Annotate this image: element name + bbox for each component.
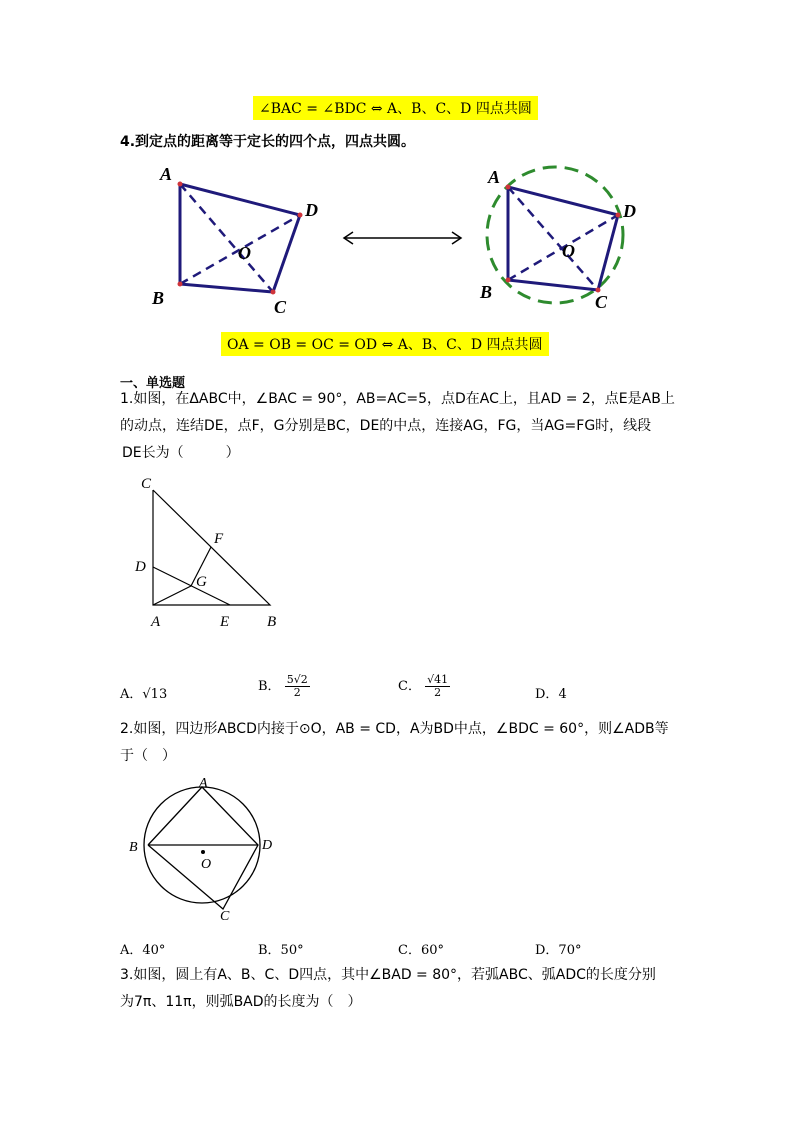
formula-text: OA = OB = OC = OD ⇔ A、B、C、D 四点共圆	[227, 337, 543, 353]
right-label-A: A	[488, 167, 501, 187]
fraction-denominator: 2	[434, 686, 442, 699]
q1-label-C: C	[141, 476, 152, 492]
left-label-B: B	[152, 288, 165, 308]
right-label-C: C	[595, 292, 608, 312]
option-letter: A．	[120, 687, 143, 702]
q1-option-a[interactable]	[120, 683, 167, 702]
option-fraction	[285, 674, 310, 699]
rule-4-heading: 4.到定点的距离等于定长的四个点，四点共圆。	[120, 134, 416, 150]
section-heading: 一、单选题	[120, 376, 186, 391]
left-label-O: O	[238, 243, 251, 263]
question-1	[120, 386, 690, 467]
q1-label-A: A	[151, 614, 161, 630]
question-2	[120, 716, 690, 770]
q2-label-O: O	[201, 857, 212, 872]
formula-text: ∠BAC = ∠BDC ⇔ A、B、C、D 四点共圆	[259, 101, 532, 117]
q1-option-d[interactable]	[535, 683, 567, 702]
formula-highlight-1	[253, 96, 538, 120]
option-letter: D．	[535, 687, 559, 702]
fraction-numerator: √41	[427, 673, 449, 686]
option-letter: C．	[398, 679, 421, 694]
q2-label-D: D	[262, 838, 273, 853]
left-label-A: A	[160, 164, 173, 184]
q1-label-F: F	[214, 531, 224, 547]
left-quadrilateral	[180, 184, 300, 292]
q2-label-B: B	[129, 840, 138, 855]
q2-option-c[interactable]: C．60°	[398, 943, 444, 958]
q1-line: DE长为（ ）	[122, 445, 240, 461]
left-label-C: C	[274, 297, 287, 317]
four-point-circle-figure	[140, 160, 660, 320]
q2-label-C: C	[220, 909, 230, 924]
right-label-D: D	[623, 201, 636, 221]
q1-line: 1.如图，在ΔABC中，∠BAC = 90°，AB=AC=5，点D在AC上，且AD = 2，点E是AB上	[120, 391, 675, 407]
fraction-numerator: 5√2	[286, 673, 308, 686]
q1-option-b[interactable]	[258, 674, 310, 699]
q1-triangle-figure	[125, 470, 295, 635]
equivalence-arrow	[344, 232, 461, 244]
q2-line: 于（ ）	[120, 748, 176, 764]
q1-option-c[interactable]	[398, 674, 450, 699]
option-value: 4	[558, 687, 567, 702]
q1-label-B: B	[267, 614, 277, 630]
option-letter: B．	[258, 679, 281, 694]
right-label-O: O	[562, 241, 575, 261]
fraction-denominator: 2	[293, 686, 301, 699]
q1-line: 的动点，连结DE，点F，G分别是BC，DE的中点，连接AG，FG，当AG=FG时，线段	[120, 418, 652, 434]
left-label-D: D	[305, 200, 318, 220]
q2-circle-figure	[125, 775, 285, 925]
question-3	[120, 962, 690, 1016]
q2-line: 2.如图，四边形ABCD内接于⊙O，AB = CD，A为BD中点，∠BDC = 60°，则∠ADB等	[120, 721, 669, 737]
q1-label-D: D	[135, 559, 146, 575]
q1-label-E: E	[220, 614, 230, 630]
option-value: √13	[142, 687, 168, 702]
q3-line: 3.如图，圆上有A、B、C、D四点，其中∠BAD = 80°，若弧ABC、弧ADC的长度分别	[120, 967, 656, 983]
q2-option-b[interactable]: B．50°	[258, 943, 304, 958]
q2-label-A: A	[199, 776, 208, 791]
q2-option-a[interactable]: A．40°	[120, 943, 166, 958]
q1-label-G: G	[196, 574, 207, 590]
q3-line: 为7π、11π，则弧BAD的长度为（ ）	[120, 994, 362, 1010]
q2-option-d[interactable]: D．70°	[535, 943, 582, 958]
right-label-B: B	[480, 282, 493, 302]
formula-highlight-2	[221, 332, 549, 356]
option-fraction	[425, 674, 450, 699]
